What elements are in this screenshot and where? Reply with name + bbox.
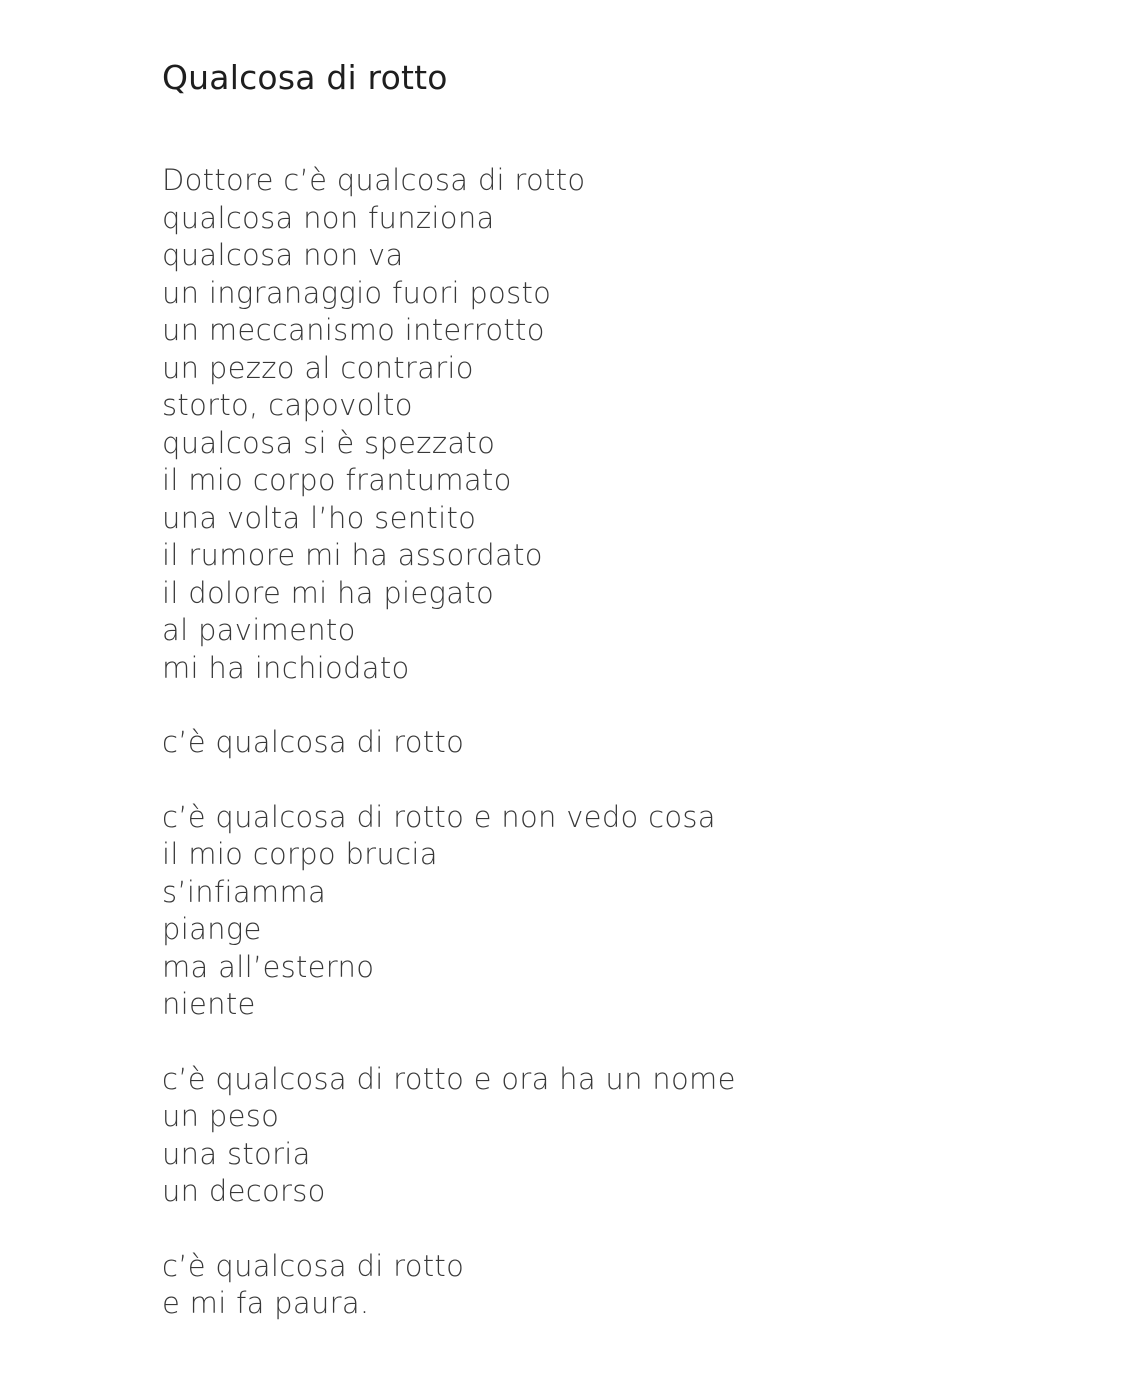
poem-line: c’è qualcosa di rotto xyxy=(162,1248,465,1283)
poem-line: e mi fa paura. xyxy=(162,1286,370,1320)
poem-line: qualcosa si è spezzato xyxy=(162,425,496,460)
poem-line: mi ha inchiodato xyxy=(162,650,410,685)
poem-line: ma all’esterno xyxy=(162,949,375,984)
poem-body xyxy=(162,162,1062,1323)
stanza-4 xyxy=(162,1061,1062,1211)
poem-line: piange xyxy=(162,912,262,946)
poem-line: al pavimento xyxy=(162,613,356,647)
poem-line: Dottore c’è qualcosa di rotto xyxy=(162,163,586,197)
poem-page xyxy=(162,56,1062,1360)
stanza-5 xyxy=(162,1248,1062,1323)
stanza-2 xyxy=(162,724,1062,762)
stanza-1 xyxy=(162,162,1062,687)
poem-line: storto, capovolto xyxy=(162,388,413,422)
stanza-3 xyxy=(162,799,1062,1024)
poem-line: una volta l’ho sentito xyxy=(162,500,477,535)
poem-line: c’è qualcosa di rotto e non vedo cosa xyxy=(162,799,716,834)
poem-line: un pezzo al contrario xyxy=(162,350,474,385)
poem-line: c’è qualcosa di rotto e ora ha un nome xyxy=(162,1061,736,1096)
poem-line: qualcosa non va xyxy=(162,238,404,272)
poem-line: un decorso xyxy=(162,1174,326,1208)
poem-line: un peso xyxy=(162,1099,280,1133)
poem-line: il dolore mi ha piegato xyxy=(162,575,495,610)
poem-line: un ingranaggio fuori posto xyxy=(162,275,552,310)
poem-line: una storia xyxy=(162,1136,311,1171)
poem-line: c’è qualcosa di rotto xyxy=(162,725,465,759)
poem-line: s’infiamma xyxy=(162,874,327,909)
poem-line: il mio corpo brucia xyxy=(162,837,438,871)
poem-line: niente xyxy=(162,987,256,1021)
poem-line: il rumore mi ha assordato xyxy=(162,538,543,572)
poem-line: qualcosa non funziona xyxy=(162,200,495,235)
poem-line: il mio corpo frantumato xyxy=(162,463,512,497)
poem-title: Qualcosa di rotto xyxy=(162,58,448,97)
poem-line: un meccanismo interrotto xyxy=(162,313,545,347)
